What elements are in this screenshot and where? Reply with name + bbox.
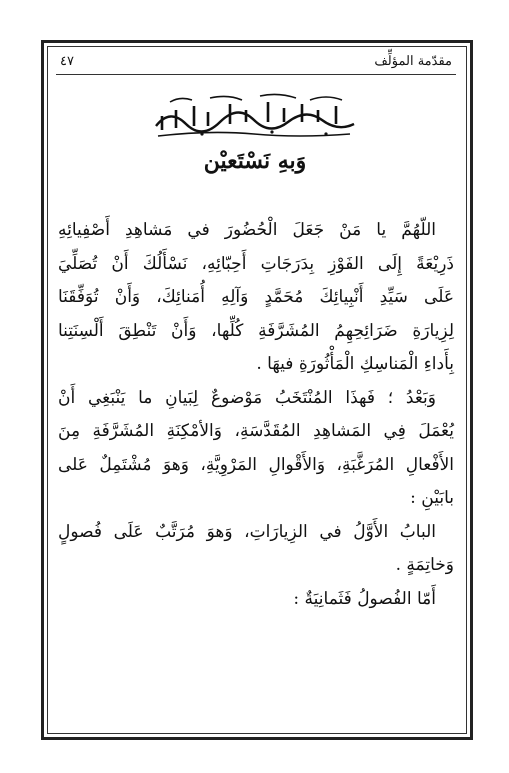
text-line: بِأَداءِ الْمَناسِكِ الْمَأْثُورَةِ فيهَا . [256,354,454,374]
text-line: وَبَعْدُ ؛ فَهذَا المُنْتَخَبُ مَوْضوعٌ لِبَيانِ ما يَنْبَغِي أَنْ [58,387,436,408]
header-rule [56,74,456,75]
text-line: عَلَى سَيِّدِ أَنْبِيائِكَ مُحَمَّدٍ وَآلِهِ أُمَنائِكَ، وَأَنْ تُوَفِّقَنَا [58,287,454,307]
body-text [58,214,454,616]
text-line: البابُ الأَوَّلُ في الزِيارَاتِ، وَهوَ مُرَتَّبٌ عَلَى فُصولٍ [58,521,436,542]
text-line: بابَيْنِ : [410,488,454,508]
running-header [60,52,452,72]
basmala-calligraphy-ornament [150,92,360,140]
text-line: يُعْمَلَ فِي المَشاهِدِ المُقَدَّسَةِ، وَالأمْكِنَةِ المُشَرَّفَةِ مِنَ [58,421,454,441]
page-number: ٤٧ [60,54,74,69]
text-line: ذَرِيْعَةً إِلَى الفَوْزِ بِدَرَجَاتِ أَحِبّائِهِ، نَسْأَلُكَ أَنْ تُصَلِّيَ [58,253,454,274]
subtitle: وَبهِ نَسْتَعيْن [203,148,307,174]
text-line: أَمّا الفُصولُ فَثَمانِيَةٌ : [293,588,436,609]
header-title: مقدّمة المؤلِّف [374,54,452,69]
text-line: لِزِيارَةِ ضَرَائِحِهِمُ المُشَرَّفَةِ كُلِّها، وَأَنْ تَنْطِقَ أَلْسِنَتِنا [58,320,454,341]
text-line: وَخاتِمَةٍ . [395,555,454,575]
text-line: اللّهُمَّ يا مَنْ جَعَلَ الْحُضُورَ في مَشاهِدِ أَصْفِيائِهِ [58,220,436,240]
text-line: الأَفْعالِ المُرَغَّبَةِ، وَالأَقْوالِ المَرْوِيَّةِ، وَهوَ مُشْتَمِلٌ عَلى [58,454,454,475]
